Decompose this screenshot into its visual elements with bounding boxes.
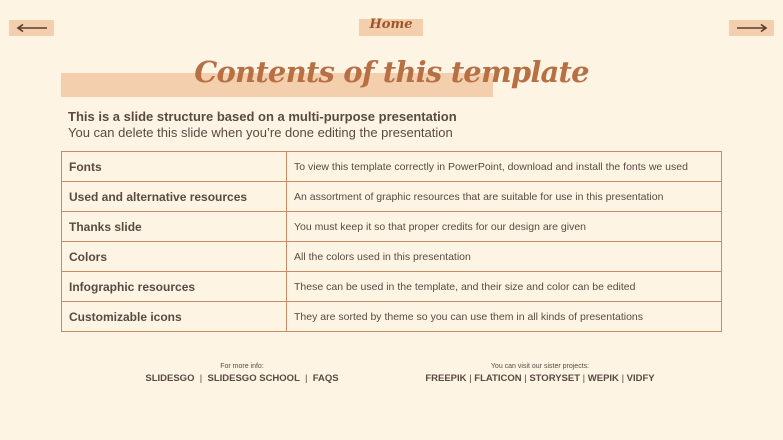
footer-links	[400, 372, 680, 386]
link-freepik[interactable]: FREEPIK	[425, 373, 467, 384]
link-faqs[interactable]: FAQS	[312, 373, 339, 384]
footer-links	[122, 372, 362, 386]
link-storyset[interactable]: STORYSET	[529, 373, 581, 384]
previous-button[interactable]	[9, 20, 54, 36]
link-wepik[interactable]: WEPIK	[587, 373, 619, 384]
row-description: These can be used in the template, and their size and color can be edited	[287, 272, 722, 302]
separator: |	[621, 373, 625, 384]
footer-more-info	[122, 362, 362, 386]
table-row	[62, 182, 722, 212]
row-name: Customizable icons	[62, 302, 287, 332]
separator: |	[469, 373, 472, 384]
table-row	[62, 302, 722, 332]
row-name: Used and alternative resources	[62, 182, 287, 212]
arrow-left-icon	[16, 24, 48, 32]
contents-table	[61, 151, 722, 332]
footer-sister-projects	[400, 362, 680, 386]
separator: |	[199, 373, 203, 384]
row-name: Thanks slide	[62, 212, 287, 242]
row-description: All the colors used in this presentation	[287, 242, 722, 272]
table-row	[62, 152, 722, 182]
row-description: To view this template correctly in PowerPoint, download and install the fonts we used	[287, 152, 722, 182]
page-title: Contents of this template	[194, 55, 589, 89]
link-slidesgo[interactable]: SLIDESGO	[145, 373, 195, 384]
table-row	[62, 212, 722, 242]
table-row	[62, 272, 722, 302]
home-label: Home	[369, 17, 413, 32]
table-row	[62, 242, 722, 272]
subtitle-line-1: This is a slide structure based on a multi-purpose presentation	[68, 109, 457, 124]
separator: |	[304, 373, 308, 384]
next-button[interactable]	[729, 20, 774, 36]
separator: |	[524, 373, 527, 384]
footer-caption: For more info:	[220, 363, 264, 370]
link-slidesgo-school[interactable]: SLIDESGO SCHOOL	[207, 373, 300, 384]
separator: |	[582, 373, 586, 384]
row-name: Infographic resources	[62, 272, 287, 302]
subtitle-line-2: You can delete this slide when you’re done editing the presentation	[68, 125, 453, 140]
link-flaticon[interactable]: FLATICON	[474, 373, 522, 384]
arrow-right-icon	[736, 24, 768, 32]
row-description: An assortment of graphic resources that are suitable for use in this presentation	[287, 182, 722, 212]
row-description: They are sorted by theme so you can use them in all kinds of presentations	[287, 302, 722, 332]
row-name: Colors	[62, 242, 287, 272]
row-name: Fonts	[62, 152, 287, 182]
link-vidfy[interactable]: VIDFY	[626, 373, 655, 384]
row-description: You must keep it so that proper credits for our design are given	[287, 212, 722, 242]
footer-caption: You can visit our sister projects:	[490, 363, 590, 370]
home-button[interactable]	[359, 19, 423, 36]
